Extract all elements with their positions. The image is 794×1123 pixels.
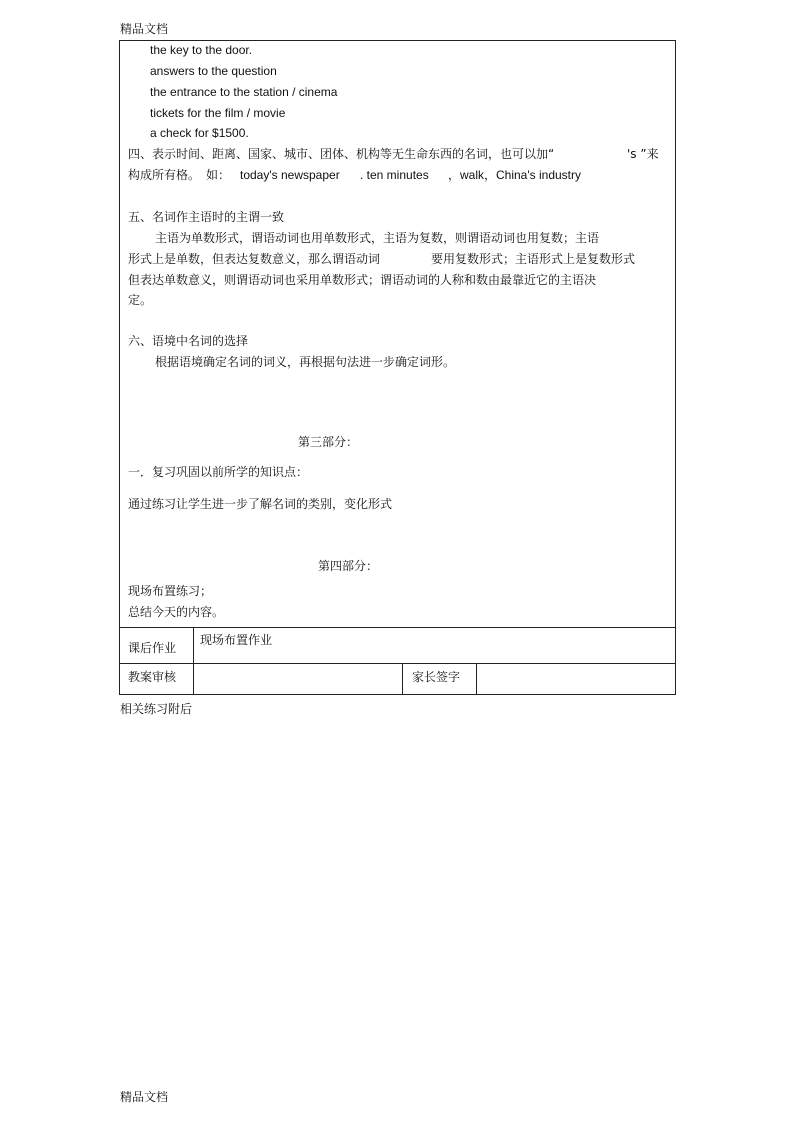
attachment-note: 相关练习附后: [120, 702, 193, 716]
part4-line: 总结今天的内容。: [128, 605, 225, 619]
example-phrase: the key to the door.: [150, 43, 253, 57]
part3-title: 第三部分：: [298, 435, 359, 449]
section4-line2: 构成所有格。 如：: [128, 168, 231, 182]
section4-example: ，walk，China's industry: [448, 168, 582, 182]
example-phrase: a check for $1500.: [150, 126, 249, 140]
part4-line: 现场布置练习；: [128, 584, 213, 598]
example-phrase: tickets for the film / movie: [150, 106, 286, 120]
section5-line: 主语为单数形式，谓语动词也用单数形式，主语为复数，则谓语动词也用复数；主语: [155, 231, 600, 245]
row-divider-homework: [120, 627, 675, 628]
col-divider-3: [476, 663, 477, 695]
part3-item: 通过练习让学生进一步了解名词的类别，变化形式: [128, 497, 393, 511]
homework-label: 课后作业: [128, 641, 177, 655]
section4-example: . ten minutes: [360, 168, 429, 182]
section5-line: 但表达单数意义，则谓语动词也采用单数形式；谓语动词的人称和数由最靠近它的主语决: [128, 273, 597, 287]
parent-signature-label: 家长签字: [412, 670, 461, 684]
example-phrase: answers to the question: [150, 64, 277, 78]
page-footer: 精品文档: [120, 1090, 169, 1104]
section5-line: 定。: [128, 293, 153, 307]
col-divider-1: [193, 627, 194, 695]
section6-line: 根据语境确定名词的词义，再根据句法进一步确定词形。: [155, 355, 456, 369]
section4-example: today's newspaper: [240, 168, 340, 182]
homework-value: 现场布置作业: [200, 633, 273, 647]
review-label: 教案审核: [128, 670, 177, 684]
section5-line: 要用复数形式；主语形式上是复数形式: [431, 252, 636, 266]
section6-title: 六、语境中名词的选择: [128, 334, 249, 348]
part3-item: 一．复习巩固以前所学的知识点：: [128, 465, 309, 479]
col-divider-2: [402, 663, 403, 695]
row-divider-review: [120, 663, 675, 664]
section4-line1: 四、表示时间、距离、国家、城市、团体、机构等无生命东西的名词，也可以加“: [128, 147, 555, 161]
example-phrase: the entrance to the station / cinema: [150, 85, 338, 99]
section5-title: 五、名词作主语时的主谓一致: [128, 210, 285, 224]
page-header: 精品文档: [120, 22, 169, 36]
section5-line: 形式上是单数，但表达复数意义，那么谓语动词: [128, 252, 381, 266]
section4-line1-end: 's ”来: [627, 147, 659, 161]
part4-title: 第四部分：: [318, 559, 379, 573]
